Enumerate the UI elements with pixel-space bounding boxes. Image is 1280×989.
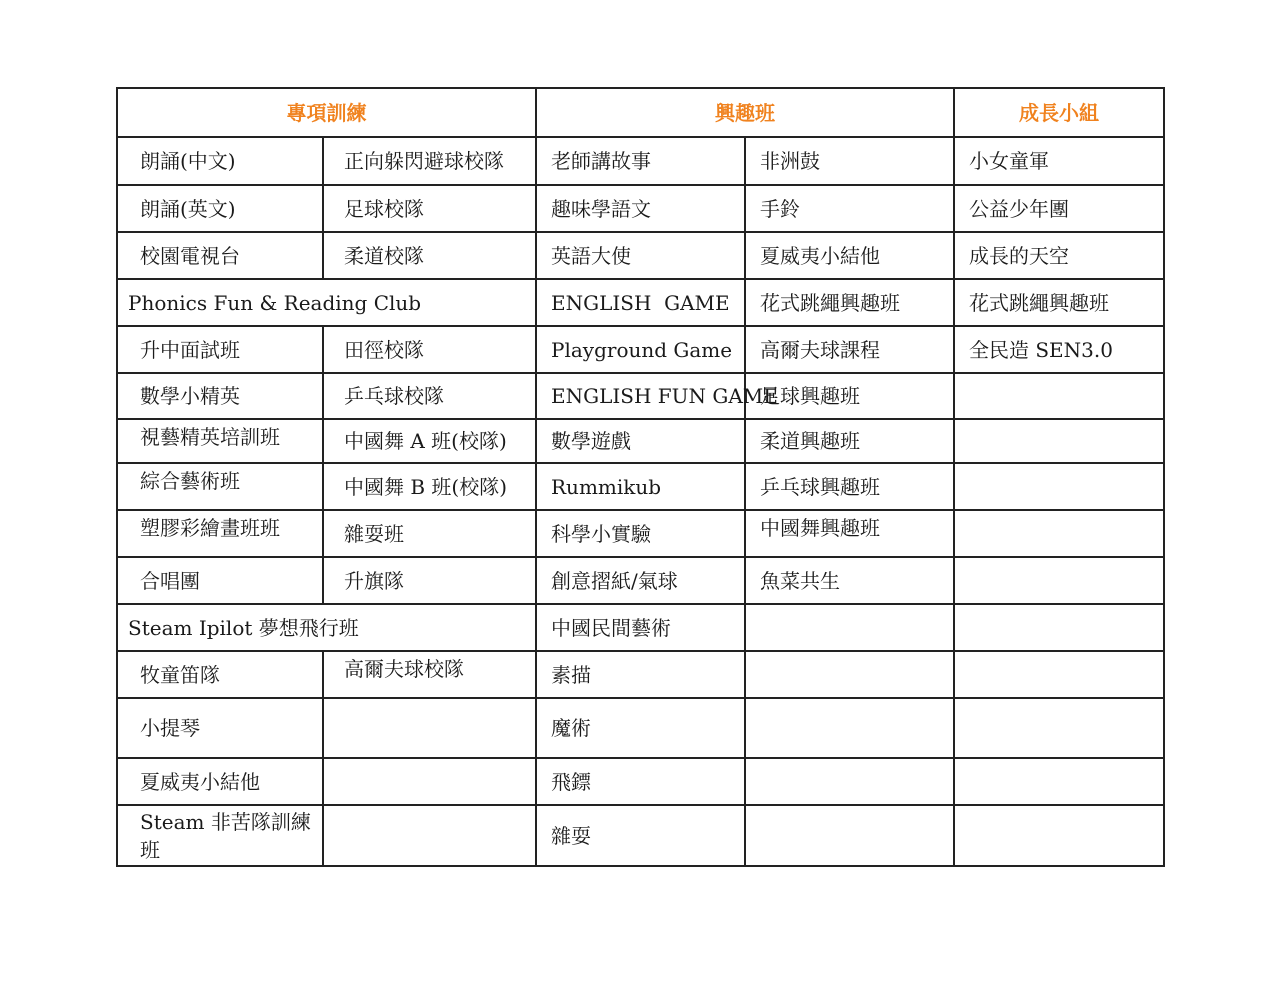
cell — [745, 805, 954, 866]
cell: 朗誦(英文) — [117, 185, 323, 232]
table-row — [117, 373, 1164, 419]
header-growth-group: 成長小組 — [954, 88, 1164, 137]
table-row — [117, 604, 1164, 651]
cell — [954, 557, 1164, 604]
cell: 牧童笛隊 — [117, 651, 323, 698]
cell: 公益少年團 — [954, 185, 1164, 232]
cell — [954, 604, 1164, 651]
cell — [954, 651, 1164, 698]
header-interest-class: 興趣班 — [536, 88, 954, 137]
cell: 科學小實驗 — [536, 510, 745, 557]
cell: 素描 — [536, 651, 745, 698]
cell: 田徑校隊 — [323, 326, 536, 373]
cell: Playground Game — [536, 326, 745, 373]
cell: 高爾夫球校隊 — [323, 651, 536, 698]
cell: 中國舞興趣班 — [745, 510, 954, 557]
cell: 中國舞 A 班(校隊) — [323, 419, 536, 463]
cell: Steam Ipilot 夢想飛行班 — [117, 604, 536, 651]
cell: 升旗隊 — [323, 557, 536, 604]
header-row — [117, 88, 1164, 137]
cell: 老師講故事 — [536, 137, 745, 185]
table-row — [117, 557, 1164, 604]
table-row — [117, 510, 1164, 557]
cell: 乒乓球校隊 — [323, 373, 536, 419]
cell: 英語大使 — [536, 232, 745, 279]
cell: 魔術 — [536, 698, 745, 758]
cell: 高爾夫球課程 — [745, 326, 954, 373]
cell: 創意摺紙/氣球 — [536, 557, 745, 604]
cell: Phonics Fun & Reading Club — [117, 279, 536, 326]
cell: 合唱團 — [117, 557, 323, 604]
cell — [954, 758, 1164, 805]
table-row — [117, 137, 1164, 185]
cell — [745, 651, 954, 698]
table-row — [117, 326, 1164, 373]
cell: Rummikub — [536, 463, 745, 510]
cell: 夏威夷小結他 — [745, 232, 954, 279]
cell: 全民造 SEN3.0 — [954, 326, 1164, 373]
cell: 中國民間藝術 — [536, 604, 745, 651]
cell — [954, 419, 1164, 463]
table-row — [117, 232, 1164, 279]
cell: 綜合藝術班 — [117, 463, 323, 510]
activity-table — [116, 87, 1165, 867]
cell: 校園電視台 — [117, 232, 323, 279]
cell: 花式跳繩興趣班 — [745, 279, 954, 326]
cell: 塑膠彩繪畫班班 — [117, 510, 323, 557]
table-row — [117, 185, 1164, 232]
table-row — [117, 419, 1164, 463]
cell: 足球校隊 — [323, 185, 536, 232]
table-row — [117, 698, 1164, 758]
table-row — [117, 805, 1164, 866]
cell: 花式跳繩興趣班 — [954, 279, 1164, 326]
cell — [745, 698, 954, 758]
cell: 魚菜共生 — [745, 557, 954, 604]
cell: 夏威夷小結他 — [117, 758, 323, 805]
cell: 成長的天空 — [954, 232, 1164, 279]
cell: 數學小精英 — [117, 373, 323, 419]
cell: 足球興趣班 — [745, 373, 954, 419]
cell — [954, 805, 1164, 866]
cell: 小女童軍 — [954, 137, 1164, 185]
table-row — [117, 651, 1164, 698]
cell — [745, 604, 954, 651]
cell: 中國舞 B 班(校隊) — [323, 463, 536, 510]
cell — [323, 805, 536, 866]
cell — [954, 510, 1164, 557]
cell — [323, 698, 536, 758]
cell — [954, 698, 1164, 758]
cell: 雜耍 — [536, 805, 745, 866]
cell: 柔道興趣班 — [745, 419, 954, 463]
cell: 趣味學語文 — [536, 185, 745, 232]
table-row — [117, 463, 1164, 510]
cell: 小提琴 — [117, 698, 323, 758]
cell: ENGLISH GAME — [536, 279, 745, 326]
cell: 柔道校隊 — [323, 232, 536, 279]
cell — [745, 758, 954, 805]
cell: 飛鏢 — [536, 758, 745, 805]
cell — [954, 463, 1164, 510]
cell: 朗誦(中文) — [117, 137, 323, 185]
header-special-training: 專項訓練 — [117, 88, 536, 137]
cell: Steam 非苦隊訓練班 — [117, 805, 323, 866]
cell: 視藝精英培訓班 — [117, 419, 323, 463]
cell: 升中面試班 — [117, 326, 323, 373]
cell: ENGLISH FUN GAME — [536, 373, 745, 419]
cell: 雜耍班 — [323, 510, 536, 557]
cell: 正向躲閃避球校隊 — [323, 137, 536, 185]
cell — [954, 373, 1164, 419]
table-row — [117, 279, 1164, 326]
cell: 手鈴 — [745, 185, 954, 232]
cell — [323, 758, 536, 805]
cell: 乒乓球興趣班 — [745, 463, 954, 510]
table-row — [117, 758, 1164, 805]
cell: 非洲鼓 — [745, 137, 954, 185]
cell: 數學遊戲 — [536, 419, 745, 463]
